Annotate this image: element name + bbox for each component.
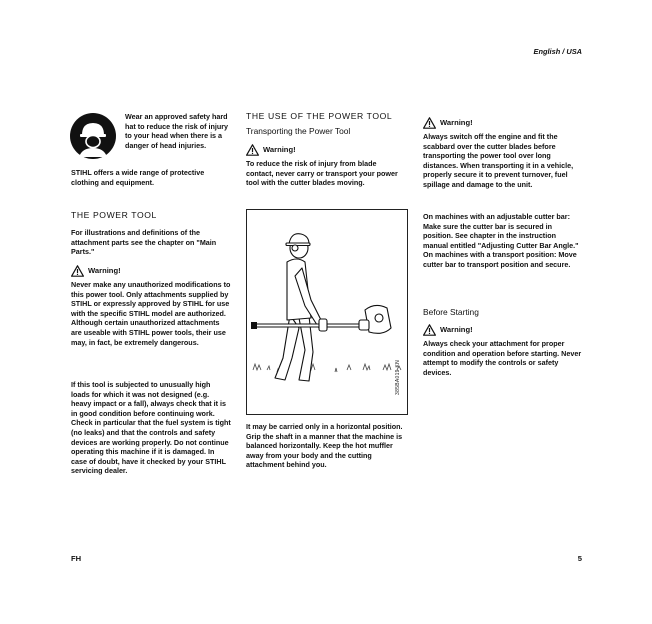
warning-label: Warning! [263,145,296,154]
before-starting-subheading: Before Starting [423,307,479,317]
high-loads-text: If this tool is subjected to unusually high loads for which it was not designed (e.g. heavy impact or a fall), always check that it is in good condition before continuing work. Check in particular that the fuel system is tight (no leaks) and that the controls and safety devices are working properly. Do not continue operating this machine if it is damaged. In case of doubt, have it checked by your STIHL servicing dealer. [71,380,231,476]
header-language: English / USA [533,47,582,56]
warning-triangle-icon [246,144,259,156]
warning-triangle-icon [71,265,84,277]
power-tool-heading: THE POWER TOOL [71,210,157,220]
warning-row [246,144,296,156]
warning-triangle-icon [423,324,436,336]
warning-row [71,265,121,277]
transporting-subheading: Transporting the Power Tool [246,126,351,136]
footer-model: FH [71,554,82,563]
person-carrying-tool-icon [247,210,407,414]
carrying-text: It may be carried only in a horizontal position. Grip the shaft in a manner that the machine is balanced horizontally. Keep the hot muffler away from your body and the cutting attachment behind you. [246,422,403,470]
warning-label: Warning! [440,118,473,127]
protective-equipment-text: STIHL offers a wide range of protective clothing and equipment. [71,168,205,187]
check-attachment-text: Always check your attachment for proper condition and operation before starting. Never attempt to modify the controls or safety devices. [423,339,582,377]
use-heading: THE USE OF THE POWER TOOL [246,111,393,121]
page-number: 5 [577,554,582,563]
power-tool-intro: For illustrations and definitions of the attachment parts see the chapter on "Main Parts." [71,228,217,257]
hard-hat-text: Wear an approved safety hard hat to reduce the risk of injury to your head when there is a danger of head injuries. [125,112,229,150]
transport-warning-text: Always switch off the engine and fit the scabbard over the cutter blades before transporting the power tool over long distances. When transporting it in a vehicle, properly secure it to prevent turnover, fuel spillage and damage to the unit. [423,132,574,189]
warning-row [423,324,473,336]
hard-hat-icon [70,113,116,159]
warning-label: Warning! [88,266,121,275]
adjustable-cutter-bar-text: On machines with an adjustable cutter bar: Make sure the cutter bar is secured in position. See chapter in the instruction manual entitled "Adjusting Cutter Bar Angle." On machines with a transport position: Move cutter bar to transport position and secure. [423,212,579,269]
warning-label: Warning! [440,325,473,334]
figure-code: 385BA019 KN [395,360,401,395]
warning-triangle-icon [423,117,436,129]
modifications-warning-text: Never make any unauthorized modifications to this power tool. Only attachments supplied by STIHL or expressly approved by STIHL for use with the specific STIHL model are authorized. Although certain unauthorized attachments are useable with STIHL power tools, their use may, in fact, be extremely dangerous. [71,280,231,347]
warning-row [423,117,473,129]
blade-contact-warning-text: To reduce the risk of injury from blade contact, never carry or transport your power tool with the cutter blades moving. [246,159,398,188]
transport-illustration [246,209,408,415]
